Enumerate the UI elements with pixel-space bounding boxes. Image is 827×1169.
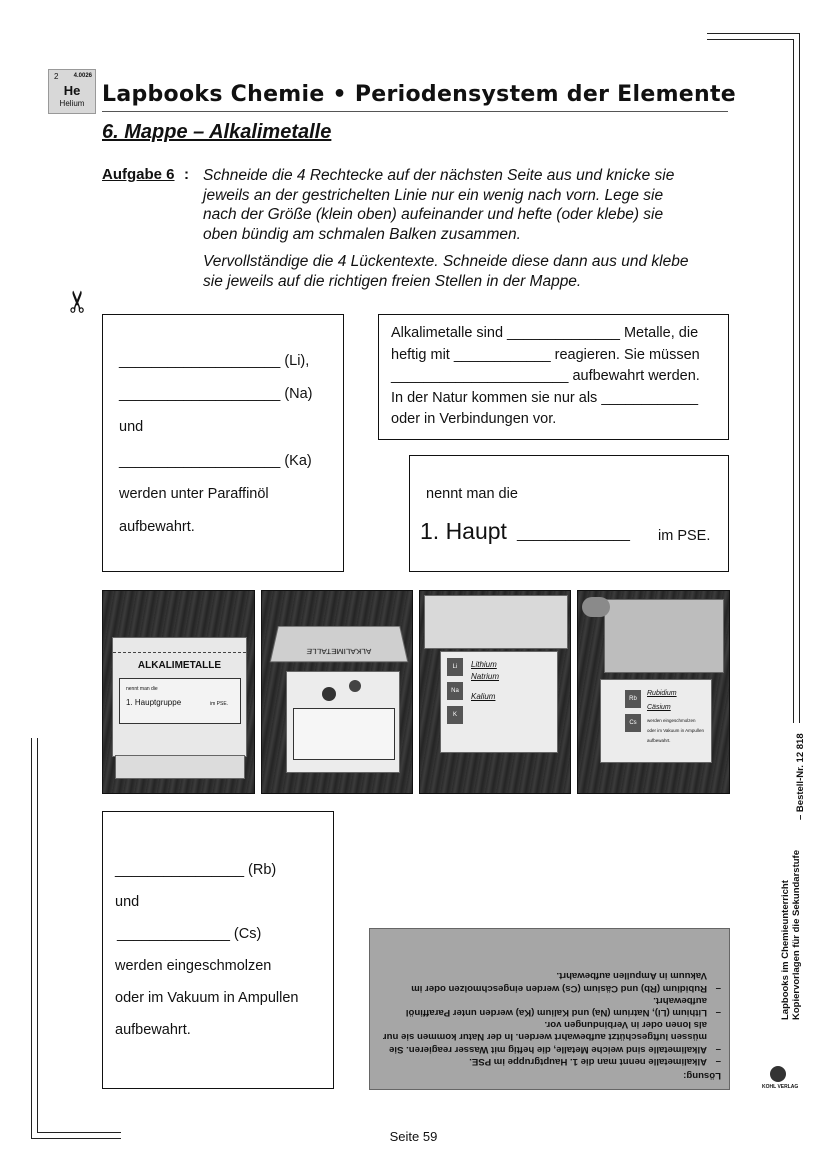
text-line: In der Natur kommen sie nur als ____________ xyxy=(391,389,699,406)
blank-natrium: ____________________ (Na) xyxy=(119,386,313,402)
hauptgruppe-label: 1. Haupt xyxy=(420,518,507,544)
frame-line xyxy=(707,33,799,34)
lapbook-flap xyxy=(604,599,724,673)
task-line: nach der Größe (klein oben) aufeinander und hefte (oder klebe) sie xyxy=(203,206,664,223)
lapbook-main: 1. Hauptgruppe xyxy=(126,698,182,707)
lapbook-flap xyxy=(424,595,568,649)
task-line: oben bündig am schmalen Balken zusammen. xyxy=(203,225,521,243)
task-line: sie jeweils auf die richtigen freien Stellen in der Mappe. xyxy=(203,272,582,290)
solution-item: – Rubidium (Rb) und Cäsium (Cs) werden eingeschmolzen oder im Vakuum in Ampullen aufbewahrt. xyxy=(378,969,721,993)
word-und: und xyxy=(119,419,144,435)
dashed-fold xyxy=(113,652,246,653)
header-title: Lapbooks Chemie • Periodensystem der Elemente xyxy=(102,82,737,107)
lapbook-paper xyxy=(440,651,558,753)
photo-lapbook-open-2 xyxy=(419,590,571,794)
element-tile: K xyxy=(447,706,463,724)
blank-lithium: ____________________ (Li), xyxy=(119,353,310,369)
text-line: oder in Verbindungen vor. xyxy=(391,411,557,427)
text-line: aufbewahrt. xyxy=(115,1022,191,1038)
sodium-ball xyxy=(322,687,336,701)
text-line: werden eingeschmolzen xyxy=(647,718,696,723)
solution-title: Lösung: xyxy=(683,1070,721,1081)
cutout-card-hauptgruppe[interactable] xyxy=(409,455,729,572)
lapbook-pages-below xyxy=(115,755,245,779)
task-label: Aufgabe 6 xyxy=(102,166,175,183)
blank-caesium: ______________ (Cs) xyxy=(117,926,262,942)
lapbook-paper xyxy=(286,671,400,773)
blank-kalium: ____________________ (Ka) xyxy=(119,453,312,469)
solution-box xyxy=(369,928,730,1090)
text-line: werden eingeschmolzen xyxy=(115,958,272,974)
handwritten-word: Natrium xyxy=(471,672,500,681)
task-line: Schneide die 4 Rechtecke auf der nächsten Seite aus und knicke sie xyxy=(203,167,675,184)
header-rule xyxy=(102,111,728,112)
lapbook-suffix: im PSE. xyxy=(210,701,229,707)
lapbook-intro: nennt man die xyxy=(126,686,158,692)
tree-icon xyxy=(770,1066,786,1082)
element-tile: Na xyxy=(447,682,463,700)
element-tile: Rb xyxy=(625,690,641,708)
text-line: oder im Vakuum in Ampullen xyxy=(647,728,704,733)
scissors-icon: ✂ xyxy=(62,288,96,315)
solution-item: – Lithium (Li), Natrium (Na) und Kalium (Ka) werden unter Paraffinöl aufbewahrt. xyxy=(378,994,721,1018)
lapbook-inner-card xyxy=(119,678,241,724)
handwritten-word: Cäsium xyxy=(647,704,671,711)
text-line: werden unter Paraffinöl xyxy=(119,486,269,502)
text-line: nennt man die xyxy=(426,486,518,502)
task-line: Vervollständige die 4 Lückentexte. Schneide diese dann aus und klebe xyxy=(203,253,689,270)
lapbook-paper xyxy=(600,679,712,763)
sidebar-line: Lapbooks im Chemieunterricht xyxy=(780,880,791,1020)
blank-rubidium: ________________ (Rb) xyxy=(115,862,277,878)
handwritten-word: Lithium xyxy=(471,660,497,669)
properties-text xyxy=(391,323,700,431)
element-tile: Cs xyxy=(625,714,641,732)
photo-lapbook-closed xyxy=(102,590,255,794)
lapbook-title: ALKALIMETALLE xyxy=(137,660,222,671)
sidebar-line: Kopiervorlagen für die Sekundarstufe xyxy=(791,850,802,1020)
lapbook-paper xyxy=(112,637,247,757)
handwritten-word: Kalium xyxy=(471,692,496,701)
element-badge xyxy=(48,69,96,114)
publisher-logo xyxy=(762,1066,799,1096)
publisher-name: KOHL VERLAG xyxy=(762,1084,799,1090)
text-im-pse: im PSE. xyxy=(658,528,711,544)
finger xyxy=(582,597,610,617)
flap-caption: ALKALIMETALLE xyxy=(306,647,372,655)
order-number: – Bestell-Nr. 12 818 xyxy=(795,733,806,820)
text-line: aufbewahrt. xyxy=(119,519,195,535)
word-und: und xyxy=(115,894,140,910)
frame-line xyxy=(37,738,38,1132)
section-title: 6. Mappe – Alkalimetalle xyxy=(102,121,332,143)
text-card xyxy=(293,708,395,760)
solution-item: – Alkalimetalle nennt man die 1. Hauptgruppe im PSE. xyxy=(378,1055,721,1067)
frame-line xyxy=(707,39,793,40)
task-instructions-2 xyxy=(203,252,733,291)
atomic-number: 2 xyxy=(54,72,59,81)
cutout-card-li-na-ka[interactable] xyxy=(102,314,344,572)
task-colon: : xyxy=(184,166,189,183)
cutout-card-rb-cs[interactable] xyxy=(102,811,334,1089)
text-line: aufbewahrt. xyxy=(647,738,671,743)
text-line: Alkalimetalle sind ______________ Metalle, die xyxy=(391,325,699,341)
lapbook-flap xyxy=(270,626,409,662)
text-line: ______________________ aufbewahrt werden. xyxy=(391,368,700,384)
element-tile: Li xyxy=(447,658,463,676)
solution-item: – Alkalimetalle sind weiche Metalle, die heftig mit Wasser reagieren. Sie müssen luftgeschützt aufbewahrt werden. In der Natur kommen sie nur als Ionen oder in Verbindungen vor. xyxy=(378,1018,721,1055)
photo-lapbook-open-3 xyxy=(577,590,730,794)
solution-list xyxy=(378,969,721,1067)
publisher-sidebar xyxy=(780,850,802,1020)
element-symbol: He xyxy=(63,83,81,98)
atomic-mass: 4.0026 xyxy=(73,73,92,79)
text-line: heftig mit ____________ reagieren. Sie müssen xyxy=(391,346,700,363)
frame-line xyxy=(793,39,794,723)
frame-line xyxy=(31,738,32,1138)
sodium-ball xyxy=(349,680,361,692)
blank-hauptgruppe: ______________ xyxy=(517,526,630,542)
photo-lapbook-open-1 xyxy=(261,590,413,794)
frame-line xyxy=(799,33,800,723)
text-line: oder im Vakuum in Ampullen xyxy=(115,990,299,1006)
task-instructions-1 xyxy=(203,166,733,244)
task-line: jeweils an der gestrichelten Linie nur ein wenig nach vorn. Lege sie xyxy=(203,186,664,204)
cutout-card-properties[interactable] xyxy=(378,314,729,440)
handwritten-word: Rubidium xyxy=(647,690,677,697)
page-number: Seite 59 xyxy=(389,1129,438,1144)
element-name: Helium xyxy=(59,99,85,108)
solution-content xyxy=(370,929,729,1089)
